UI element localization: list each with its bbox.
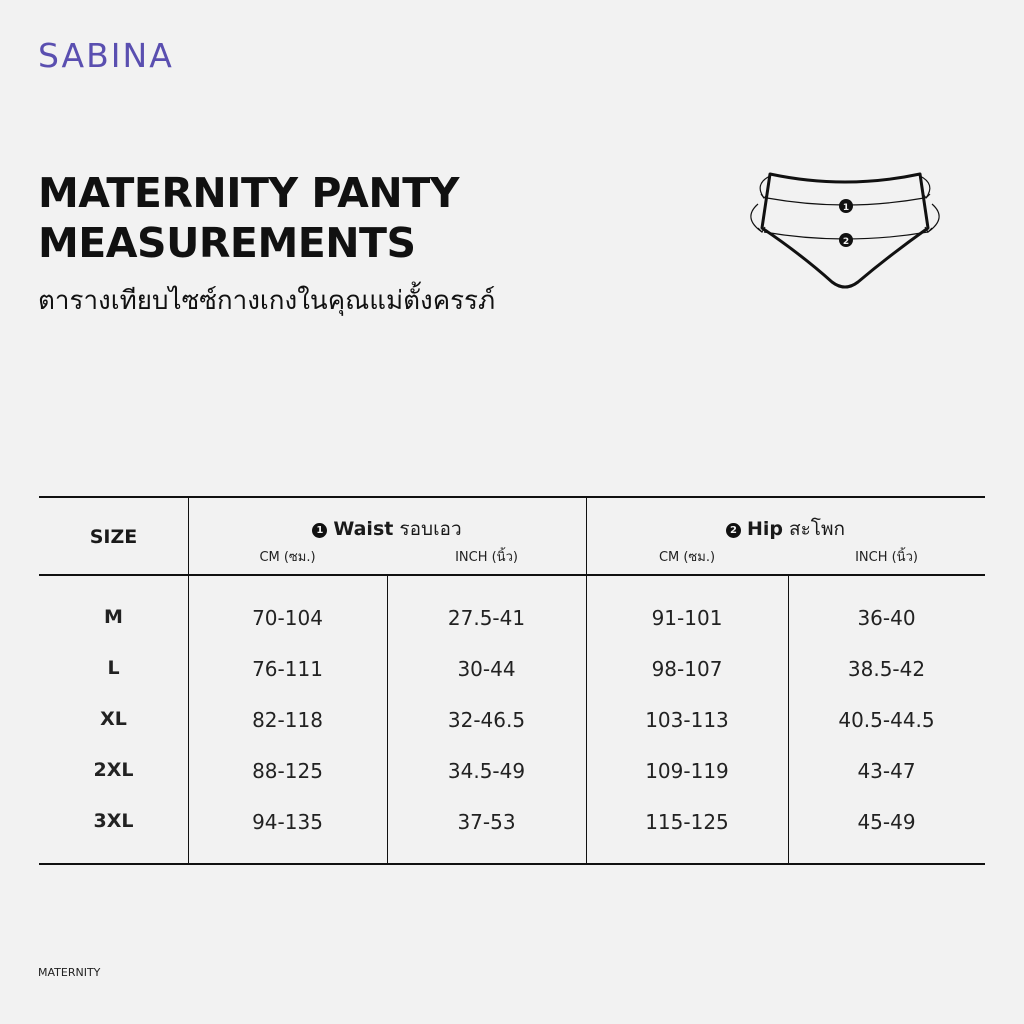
table-cell-hip-cm: 115-125 — [645, 810, 729, 834]
table-cell-waist-inch: 37-53 — [457, 810, 516, 834]
table-cell-waist-cm: 70-104 — [252, 606, 323, 630]
panty-measurement-diagram — [740, 160, 955, 300]
table-cell-size: L — [107, 657, 120, 679]
hip-cm-header: CM (ซม.) — [658, 550, 716, 565]
table-cell-waist-cm: 88-125 — [252, 759, 323, 783]
table-cell-size: 3XL — [93, 810, 134, 832]
table-cell-waist-cm: 76-111 — [252, 657, 323, 681]
waist-label: Waist — [333, 518, 394, 540]
table-cell-waist-cm: 82-118 — [252, 708, 323, 732]
table-header — [39, 498, 985, 576]
waist-group-header — [188, 514, 586, 544]
hip-arrow-right-icon — [928, 204, 939, 232]
table-cell-hip-inch: 38.5-42 — [847, 657, 926, 681]
table-cell-waist-inch: 34.5-49 — [447, 759, 526, 783]
table-cell-hip-inch: 36-40 — [857, 606, 916, 630]
marker-2: 2 — [842, 237, 850, 247]
table-cell-size: XL — [100, 708, 127, 730]
table-cell-hip-inch: 45-49 — [857, 810, 916, 834]
page-subtitle: ตารางเทียบไซซ์กางเกงในคุณแม่ตั้งครรภ์ — [38, 286, 496, 316]
table-cell-hip-cm: 91-101 — [651, 606, 723, 630]
table-cell-waist-cm: 94-135 — [252, 810, 323, 834]
waist-cm-header: CM (ซม.) — [259, 550, 316, 565]
table-cell-waist-inch: 27.5-41 — [447, 606, 526, 630]
size-column-header: SIZE — [89, 526, 138, 548]
size-table — [39, 496, 985, 865]
hip-label: Hip — [746, 518, 783, 540]
table-cell-hip-inch: 40.5-44.5 — [838, 708, 935, 732]
panty-outline-icon — [762, 174, 928, 287]
hip-inch-header: INCH (นิ้ว) — [855, 550, 918, 565]
table-cell-size: 2XL — [93, 759, 134, 781]
table-cell-hip-cm: 109-119 — [645, 759, 729, 783]
hip-marker-badge: 2 — [726, 523, 741, 538]
table-cell-size: M — [104, 606, 123, 628]
table-cell-hip-cm: 98-107 — [651, 657, 723, 681]
table-cell-hip-cm: 103-113 — [645, 708, 729, 732]
brand-logo: SABINA — [38, 36, 174, 75]
waist-inch-header: INCH (นิ้ว) — [455, 550, 518, 565]
footer-label: MATERNITY — [38, 966, 101, 979]
waist-marker-badge: 1 — [312, 523, 327, 538]
title-line-2: MEASUREMENTS — [38, 219, 416, 267]
hip-thai-label: สะโพก — [789, 518, 846, 540]
waist-thai-label: รอบเอว — [399, 518, 462, 540]
marker-1: 1 — [842, 203, 850, 213]
table-cell-hip-inch: 43-47 — [857, 759, 916, 783]
table-cell-waist-inch: 30-44 — [457, 657, 516, 681]
page-title — [38, 168, 459, 268]
table-cell-waist-inch: 32-46.5 — [447, 708, 526, 732]
title-line-1: MATERNITY PANTY — [38, 169, 459, 217]
hip-arrow-left-icon — [751, 204, 762, 232]
hip-group-header — [586, 514, 985, 544]
